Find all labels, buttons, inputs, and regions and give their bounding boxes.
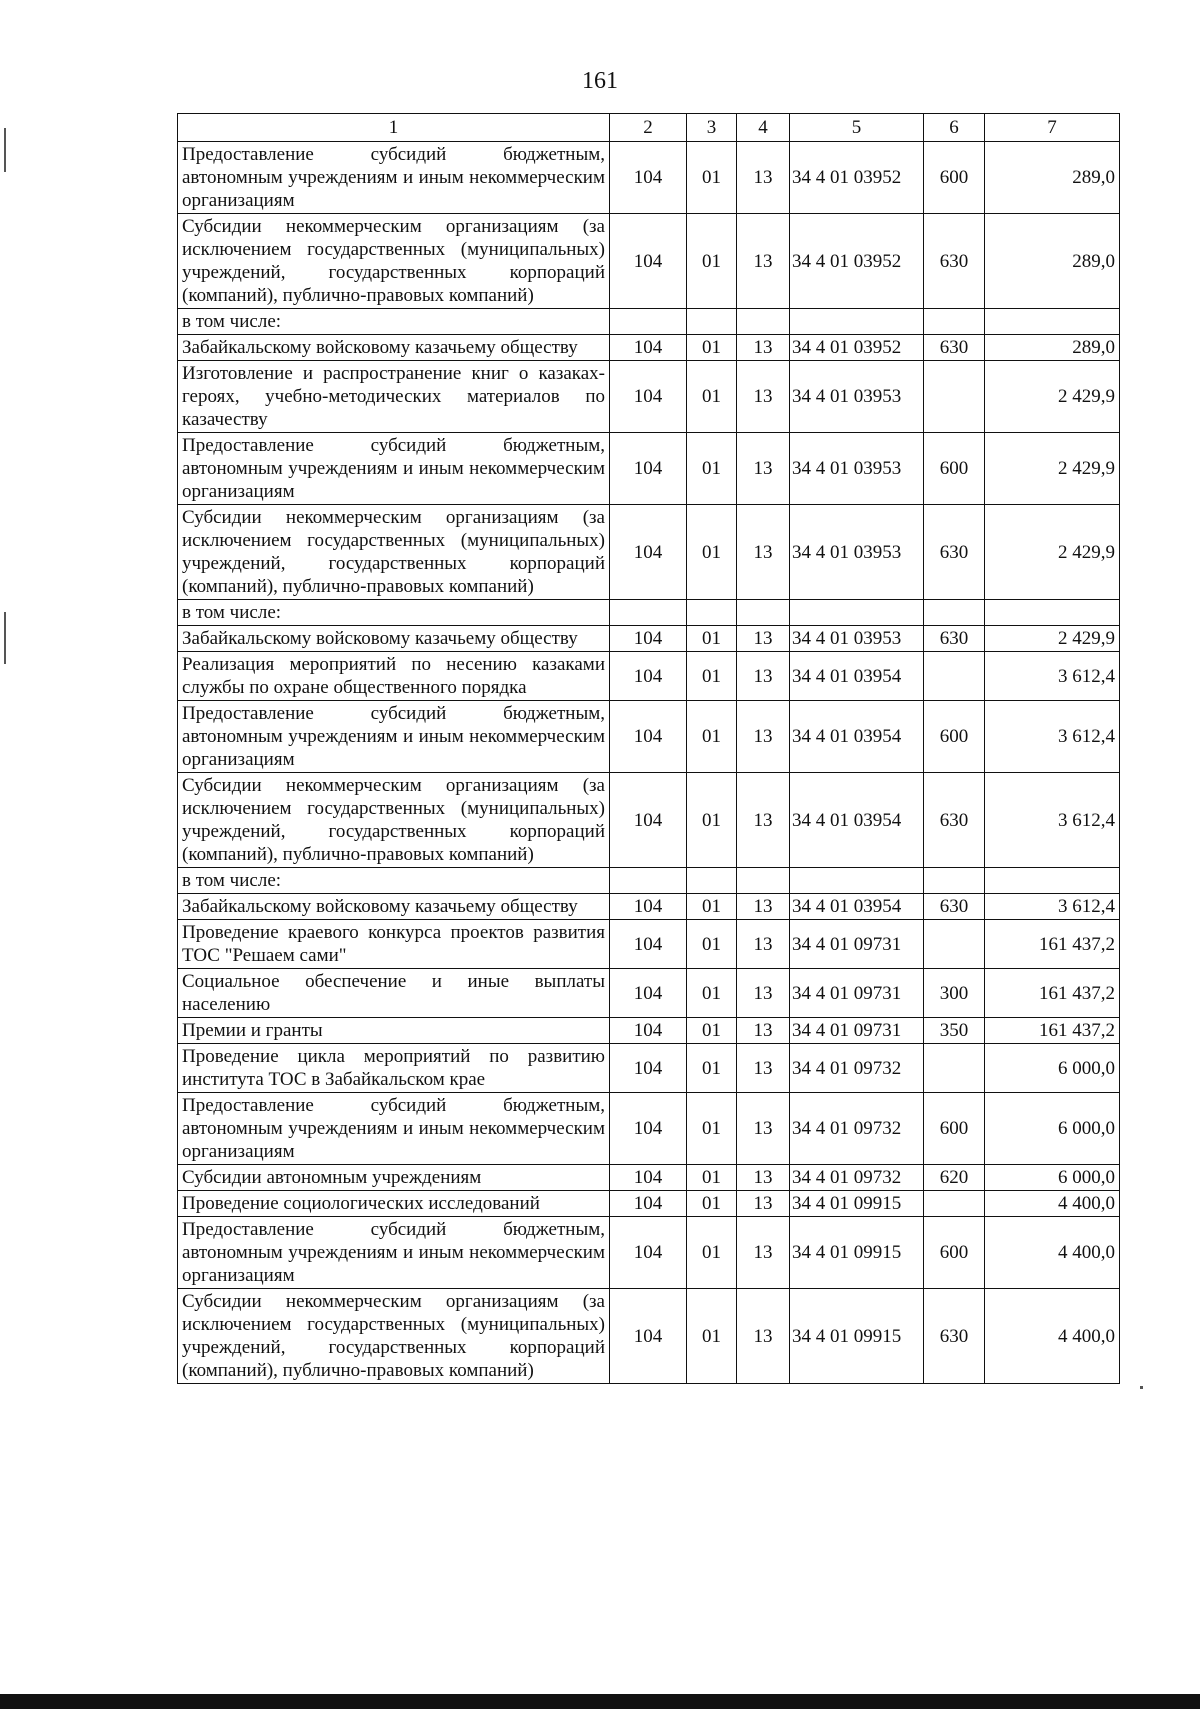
row-col-2: 104 xyxy=(610,920,687,969)
row-col-3: 01 xyxy=(687,1044,737,1093)
row-col-4 xyxy=(737,868,790,894)
row-expense-type: 600 xyxy=(924,1217,985,1289)
row-name: Предоставление субсидий бюджетным, автономным учреждениям и иным некоммерческим организациям xyxy=(178,1217,610,1289)
table-row xyxy=(178,920,1120,969)
row-target-code xyxy=(790,868,924,894)
row-target-code: 34 4 01 09732 xyxy=(790,1044,924,1093)
row-col-4: 13 xyxy=(737,1191,790,1217)
row-col-3: 01 xyxy=(687,1018,737,1044)
row-target-code: 34 4 01 03953 xyxy=(790,505,924,600)
row-expense-type: 600 xyxy=(924,142,985,214)
row-sum: 6 000,0 xyxy=(985,1093,1120,1165)
row-col-2: 104 xyxy=(610,773,687,868)
row-expense-type: 630 xyxy=(924,773,985,868)
row-col-4: 13 xyxy=(737,773,790,868)
table-row xyxy=(178,701,1120,773)
row-col-3: 01 xyxy=(687,773,737,868)
header-col-1: 1 xyxy=(178,114,610,142)
row-col-2: 104 xyxy=(610,505,687,600)
row-sum: 161 437,2 xyxy=(985,1018,1120,1044)
row-col-2 xyxy=(610,600,687,626)
row-target-code: 34 4 01 09731 xyxy=(790,920,924,969)
row-col-2 xyxy=(610,868,687,894)
row-sum: 3 612,4 xyxy=(985,894,1120,920)
row-name: Проведение социологических исследований xyxy=(178,1191,610,1217)
row-name: Субсидии некоммерческим организациям (за исключением государственных (муниципальных) учреждений, государственных корпораций (компаний), публично-правовых компаний) xyxy=(178,214,610,309)
row-expense-type: 630 xyxy=(924,335,985,361)
table-row xyxy=(178,433,1120,505)
row-sum: 3 612,4 xyxy=(985,773,1120,868)
row-name: Предоставление субсидий бюджетным, автономным учреждениям и иным некоммерческим организациям xyxy=(178,701,610,773)
row-col-4: 13 xyxy=(737,626,790,652)
row-target-code: 34 4 01 03952 xyxy=(790,335,924,361)
row-expense-type: 600 xyxy=(924,701,985,773)
row-name: Изготовление и распространение книг о казаках-героях, учебно-методических материалов по казачеству xyxy=(178,361,610,433)
scan-artifact-left-2 xyxy=(4,612,6,664)
row-col-4: 13 xyxy=(737,505,790,600)
scan-artifact-dot xyxy=(1140,1386,1143,1389)
row-expense-type xyxy=(924,1044,985,1093)
row-col-4: 13 xyxy=(737,652,790,701)
row-name: в том числе: xyxy=(178,600,610,626)
row-col-3: 01 xyxy=(687,652,737,701)
row-col-2: 104 xyxy=(610,1018,687,1044)
row-expense-type: 350 xyxy=(924,1018,985,1044)
row-target-code: 34 4 01 09731 xyxy=(790,969,924,1018)
row-col-4 xyxy=(737,600,790,626)
row-col-2: 104 xyxy=(610,214,687,309)
row-sum: 6 000,0 xyxy=(985,1044,1120,1093)
row-target-code: 34 4 01 03954 xyxy=(790,701,924,773)
row-col-3: 01 xyxy=(687,894,737,920)
row-expense-type: 630 xyxy=(924,1289,985,1384)
row-expense-type xyxy=(924,1191,985,1217)
row-col-2: 104 xyxy=(610,142,687,214)
row-expense-type xyxy=(924,920,985,969)
table-row xyxy=(178,969,1120,1018)
row-expense-type: 630 xyxy=(924,894,985,920)
scan-artifact-left xyxy=(4,128,6,172)
row-sum xyxy=(985,309,1120,335)
row-col-3: 01 xyxy=(687,1093,737,1165)
row-col-3: 01 xyxy=(687,142,737,214)
row-sum xyxy=(985,868,1120,894)
row-target-code: 34 4 01 03953 xyxy=(790,626,924,652)
row-expense-type xyxy=(924,309,985,335)
row-col-3 xyxy=(687,868,737,894)
row-name: Социальное обеспечение и иные выплаты населению xyxy=(178,969,610,1018)
table-row xyxy=(178,600,1120,626)
row-target-code: 34 4 01 09915 xyxy=(790,1289,924,1384)
table-row xyxy=(178,1093,1120,1165)
row-sum: 2 429,9 xyxy=(985,626,1120,652)
row-expense-type xyxy=(924,652,985,701)
table-row xyxy=(178,868,1120,894)
row-expense-type: 630 xyxy=(924,214,985,309)
row-col-4: 13 xyxy=(737,1093,790,1165)
row-col-3: 01 xyxy=(687,214,737,309)
row-name: Проведение краевого конкурса проектов развития ТОС "Решаем сами" xyxy=(178,920,610,969)
row-target-code: 34 4 01 03953 xyxy=(790,361,924,433)
row-col-4: 13 xyxy=(737,1289,790,1384)
table-row xyxy=(178,894,1120,920)
row-col-2: 104 xyxy=(610,1289,687,1384)
row-col-3: 01 xyxy=(687,920,737,969)
row-col-2: 104 xyxy=(610,361,687,433)
row-name: Забайкальскому войсковому казачьему обществу xyxy=(178,894,610,920)
row-sum: 4 400,0 xyxy=(985,1289,1120,1384)
row-target-code: 34 4 01 03954 xyxy=(790,894,924,920)
row-target-code: 34 4 01 03954 xyxy=(790,652,924,701)
row-sum: 4 400,0 xyxy=(985,1217,1120,1289)
row-col-4: 13 xyxy=(737,1018,790,1044)
header-col-3: 3 xyxy=(687,114,737,142)
row-col-4: 13 xyxy=(737,894,790,920)
row-sum: 2 429,9 xyxy=(985,361,1120,433)
row-name: Проведение цикла мероприятий по развитию института ТОС в Забайкальском крае xyxy=(178,1044,610,1093)
header-col-7: 7 xyxy=(985,114,1120,142)
row-col-3: 01 xyxy=(687,335,737,361)
row-expense-type: 600 xyxy=(924,433,985,505)
row-target-code: 34 4 01 09915 xyxy=(790,1191,924,1217)
row-col-3: 01 xyxy=(687,505,737,600)
row-col-3: 01 xyxy=(687,1165,737,1191)
row-target-code: 34 4 01 03952 xyxy=(790,214,924,309)
row-col-3 xyxy=(687,309,737,335)
table-row xyxy=(178,142,1120,214)
table-row xyxy=(178,1289,1120,1384)
row-col-2: 104 xyxy=(610,433,687,505)
table-row xyxy=(178,309,1120,335)
row-sum: 2 429,9 xyxy=(985,433,1120,505)
table-row xyxy=(178,652,1120,701)
table-row xyxy=(178,1018,1120,1044)
row-name: Предоставление субсидий бюджетным, автономным учреждениям и иным некоммерческим организациям xyxy=(178,1093,610,1165)
row-col-2: 104 xyxy=(610,1165,687,1191)
row-col-3 xyxy=(687,600,737,626)
row-col-2: 104 xyxy=(610,652,687,701)
row-name: Субсидии автономным учреждениям xyxy=(178,1165,610,1191)
header-col-6: 6 xyxy=(924,114,985,142)
table-row xyxy=(178,335,1120,361)
row-col-4 xyxy=(737,309,790,335)
row-sum: 161 437,2 xyxy=(985,920,1120,969)
row-col-2: 104 xyxy=(610,1191,687,1217)
row-expense-type xyxy=(924,361,985,433)
row-col-4: 13 xyxy=(737,1165,790,1191)
row-col-2: 104 xyxy=(610,1217,687,1289)
row-sum: 6 000,0 xyxy=(985,1165,1120,1191)
row-col-4: 13 xyxy=(737,433,790,505)
row-sum: 289,0 xyxy=(985,214,1120,309)
row-col-3: 01 xyxy=(687,433,737,505)
row-name: Предоставление субсидий бюджетным, автономным учреждениям и иным некоммерческим организациям xyxy=(178,142,610,214)
row-name: в том числе: xyxy=(178,868,610,894)
table-row xyxy=(178,505,1120,600)
header-col-2: 2 xyxy=(610,114,687,142)
row-col-4: 13 xyxy=(737,701,790,773)
budget-table xyxy=(177,113,1120,1384)
row-name: Предоставление субсидий бюджетным, автономным учреждениям и иным некоммерческим организациям xyxy=(178,433,610,505)
row-sum: 4 400,0 xyxy=(985,1191,1120,1217)
row-col-2: 104 xyxy=(610,969,687,1018)
row-target-code: 34 4 01 09732 xyxy=(790,1093,924,1165)
row-name: Субсидии некоммерческим организациям (за исключением государственных (муниципальных) учреждений, государственных корпораций (компаний), публично-правовых компаний) xyxy=(178,1289,610,1384)
row-expense-type: 620 xyxy=(924,1165,985,1191)
row-sum: 289,0 xyxy=(985,335,1120,361)
row-col-4: 13 xyxy=(737,214,790,309)
row-target-code: 34 4 01 09731 xyxy=(790,1018,924,1044)
row-col-3: 01 xyxy=(687,1289,737,1384)
header-col-5: 5 xyxy=(790,114,924,142)
row-name: Субсидии некоммерческим организациям (за исключением государственных (муниципальных) учреждений, государственных корпораций (компаний), публично-правовых компаний) xyxy=(178,773,610,868)
row-col-2: 104 xyxy=(610,335,687,361)
table-row xyxy=(178,1191,1120,1217)
table-row xyxy=(178,1165,1120,1191)
row-target-code: 34 4 01 03953 xyxy=(790,433,924,505)
row-expense-type: 600 xyxy=(924,1093,985,1165)
row-col-4: 13 xyxy=(737,1044,790,1093)
row-col-3: 01 xyxy=(687,701,737,773)
row-expense-type: 300 xyxy=(924,969,985,1018)
row-col-4: 13 xyxy=(737,361,790,433)
row-col-4: 13 xyxy=(737,142,790,214)
row-name: Забайкальскому войсковому казачьему обществу xyxy=(178,626,610,652)
row-target-code: 34 4 01 09915 xyxy=(790,1217,924,1289)
row-col-2: 104 xyxy=(610,701,687,773)
row-target-code xyxy=(790,309,924,335)
row-col-2 xyxy=(610,309,687,335)
row-sum: 3 612,4 xyxy=(985,652,1120,701)
row-name: Премии и гранты xyxy=(178,1018,610,1044)
table-row xyxy=(178,361,1120,433)
row-col-3: 01 xyxy=(687,1191,737,1217)
row-col-3: 01 xyxy=(687,626,737,652)
row-target-code xyxy=(790,600,924,626)
row-col-4: 13 xyxy=(737,1217,790,1289)
table-row xyxy=(178,626,1120,652)
row-col-4: 13 xyxy=(737,335,790,361)
scan-bottom-edge xyxy=(0,1694,1200,1709)
row-expense-type xyxy=(924,600,985,626)
row-col-3: 01 xyxy=(687,1217,737,1289)
row-name: Субсидии некоммерческим организациям (за исключением государственных (муниципальных) учреждений, государственных корпораций (компаний), публично-правовых компаний) xyxy=(178,505,610,600)
row-sum: 161 437,2 xyxy=(985,969,1120,1018)
row-sum xyxy=(985,600,1120,626)
row-col-4: 13 xyxy=(737,920,790,969)
row-sum: 2 429,9 xyxy=(985,505,1120,600)
row-col-3: 01 xyxy=(687,361,737,433)
row-col-2: 104 xyxy=(610,1044,687,1093)
row-col-3: 01 xyxy=(687,969,737,1018)
row-col-2: 104 xyxy=(610,1093,687,1165)
table-header-row xyxy=(178,114,1120,142)
row-expense-type xyxy=(924,868,985,894)
row-name: в том числе: xyxy=(178,309,610,335)
row-target-code: 34 4 01 03952 xyxy=(790,142,924,214)
table-row xyxy=(178,773,1120,868)
row-expense-type: 630 xyxy=(924,626,985,652)
row-target-code: 34 4 01 03954 xyxy=(790,773,924,868)
table-row xyxy=(178,1217,1120,1289)
table-row xyxy=(178,1044,1120,1093)
row-col-2: 104 xyxy=(610,894,687,920)
header-col-4: 4 xyxy=(737,114,790,142)
row-target-code: 34 4 01 09732 xyxy=(790,1165,924,1191)
page-number: 161 xyxy=(582,68,618,94)
row-sum: 3 612,4 xyxy=(985,701,1120,773)
row-sum: 289,0 xyxy=(985,142,1120,214)
row-col-4: 13 xyxy=(737,969,790,1018)
row-name: Реализация мероприятий по несению казаками службы по охране общественного порядка xyxy=(178,652,610,701)
row-col-2: 104 xyxy=(610,626,687,652)
row-name: Забайкальскому войсковому казачьему обществу xyxy=(178,335,610,361)
table-row xyxy=(178,214,1120,309)
row-expense-type: 630 xyxy=(924,505,985,600)
